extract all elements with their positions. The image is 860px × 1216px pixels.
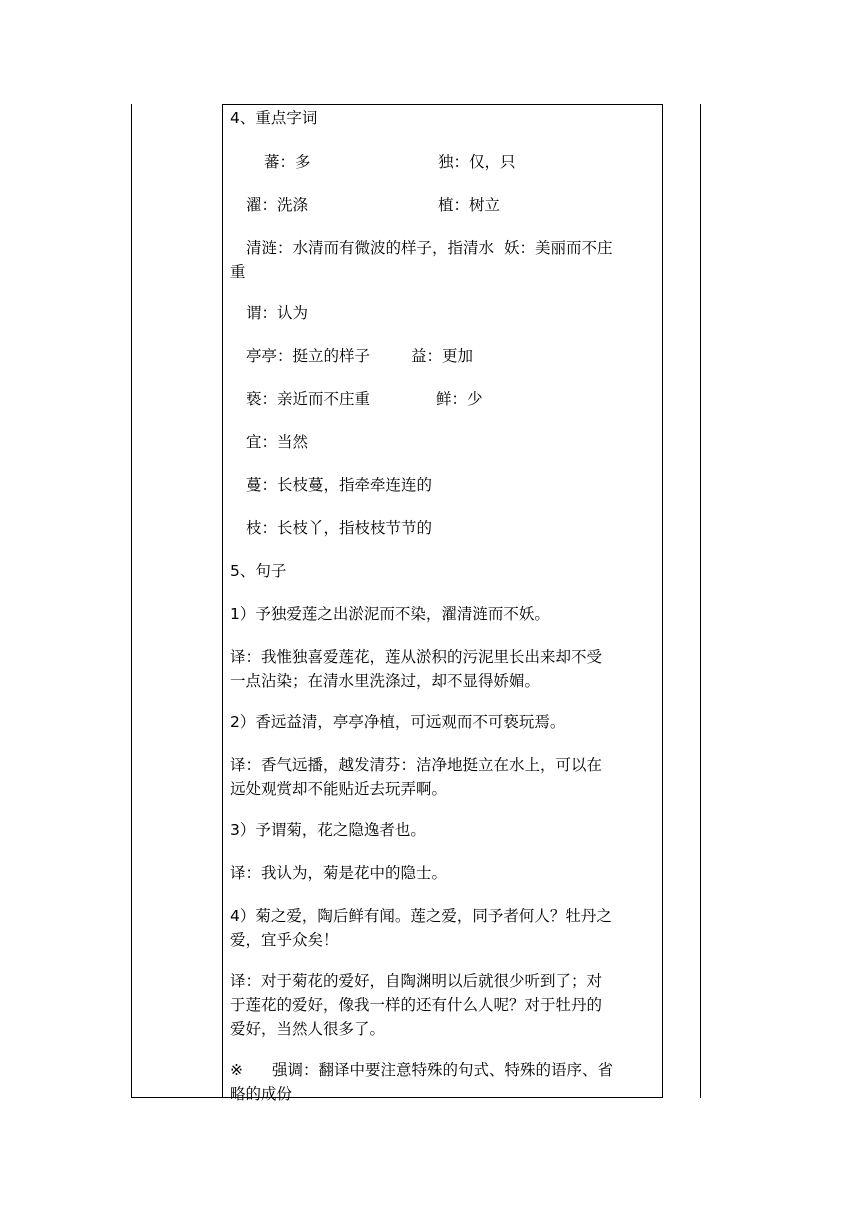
sentence-original: 2）香远益清，亭亭净植，可远观而不可亵玩焉。 xyxy=(230,713,566,731)
sentence-translation: 译：我惟独喜爱莲花，莲从淤积的污泥里长出来却不受 xyxy=(230,648,603,666)
table-right-border xyxy=(700,104,701,1098)
word-row: 重 xyxy=(230,263,246,281)
sentence-translation: 爱好，当然人很多了。 xyxy=(230,1020,386,1038)
word-row: 益：更加 xyxy=(411,347,474,365)
sentence-original: 3）予谓菊，花之隐逸者也。 xyxy=(230,821,426,839)
word-row: 植：树立 xyxy=(438,196,501,214)
word-row: 亵：亲近而不庄重 xyxy=(246,390,371,408)
word-row: 清涟：水清而有微波的样子，指清水 xyxy=(246,239,495,257)
word-row: 蕃：多 xyxy=(264,153,311,171)
word-row: 妖：美丽而不庄 xyxy=(504,239,613,257)
sentence-translation: 一点沾染；在清水里洗涤过，却不显得娇媚。 xyxy=(230,672,541,690)
sentence-original: 1）予独爱莲之出淤泥而不染，濯清涟而不妖。 xyxy=(230,605,550,623)
sentence-translation: 译：香气远播，越发清芬：洁净地挺立在水上，可以在 xyxy=(230,756,603,774)
word-row: 鲜：少 xyxy=(436,390,483,408)
sentence-translation: 远处观赏却不能贴近去玩弄啊。 xyxy=(230,780,448,798)
sentences-heading: 5、句子 xyxy=(230,562,287,580)
note-text: 略的成份 xyxy=(230,1085,293,1103)
word-row: 亭亭：挺立的样子 xyxy=(246,347,371,365)
cell-top-border xyxy=(222,104,663,105)
sentence-translation: 译：对于菊花的爱好，自陶渊明以后就很少听到了；对 xyxy=(230,972,603,990)
sentence-translation: 于莲花的爱好，像我一样的还有什么人呢？对于牡丹的 xyxy=(230,996,603,1014)
word-row: 谓：认为 xyxy=(246,304,309,322)
table-left-border xyxy=(131,104,132,1098)
word-row: 蔓：长枝蔓，指牵牵连连的 xyxy=(246,476,433,494)
note-mark: ※ xyxy=(230,1061,243,1079)
word-row: 濯：洗涤 xyxy=(246,196,309,214)
table-bottom-border xyxy=(131,1097,663,1098)
cell-right-border xyxy=(662,104,663,1098)
note-text: 强调：翻译中要注意特殊的句式、特殊的语序、省 xyxy=(272,1061,614,1079)
cell-left-border xyxy=(222,104,223,1098)
sentence-original: 爱，宜乎众矣！ xyxy=(230,931,339,949)
word-row: 独：仅，只 xyxy=(438,153,516,171)
word-row: 宜：当然 xyxy=(246,433,309,451)
sentence-translation: 译：我认为，菊是花中的隐士。 xyxy=(230,864,448,882)
sentence-original: 4）菊之爱，陶后鲜有闻。莲之爱，同予者何人？牡丹之 xyxy=(230,907,612,925)
key-words-heading: 4、重点字词 xyxy=(230,109,318,127)
word-row: 枝：长枝丫，指枝枝节节的 xyxy=(246,519,433,537)
